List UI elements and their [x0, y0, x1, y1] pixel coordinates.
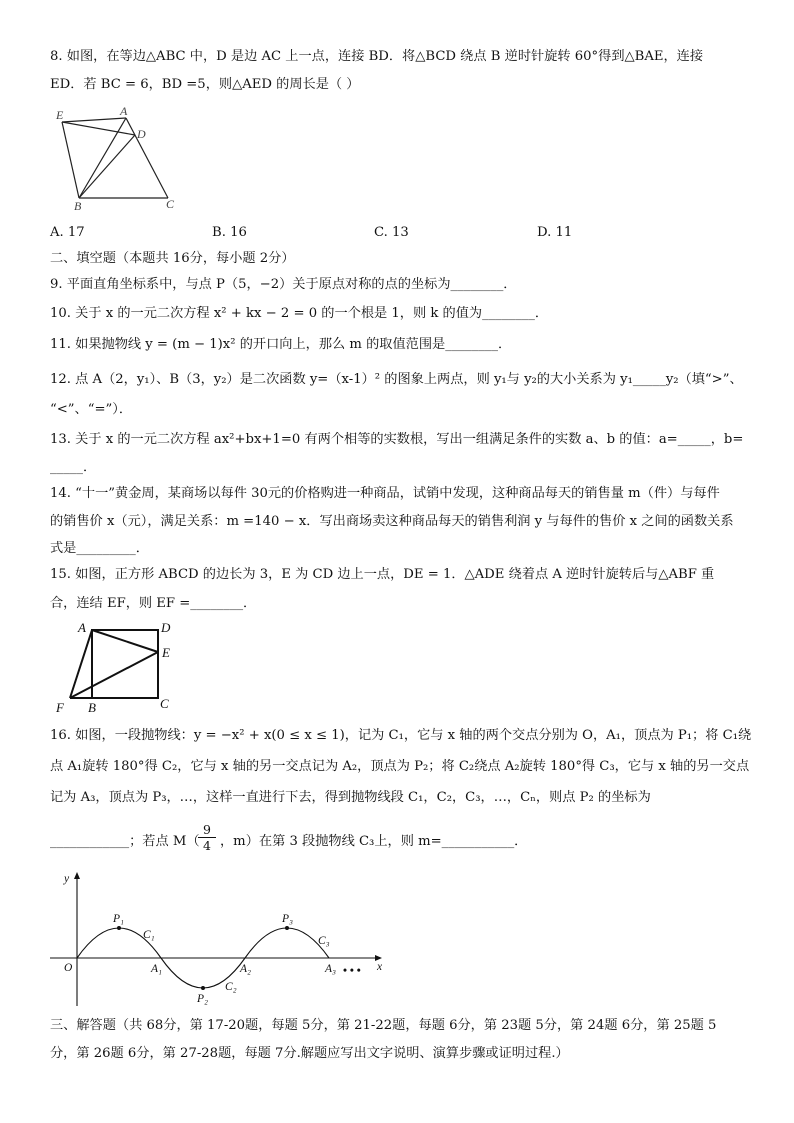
q16-line1: 16. 如图，一段抛物线：y = −x² + x(0 ≤ x ≤ 1)，记为 C₁，它与 x 轴的两个交点分别为 O，A₁，顶点为 P₁；将 C₁绕 — [50, 728, 752, 743]
q15-label-C: C — [160, 696, 169, 711]
q15-line1: 15. 如图，正方形 ABCD 的边长为 3，E 为 CD 边上一点，DE = 1．△ADE 绕着点 A 逆时针旋转后与△ABF 重 — [50, 567, 715, 582]
q8-option-b: B. 16 — [212, 225, 247, 240]
q8-label-E: E — [56, 108, 64, 122]
q16-label-A2: A₂ — [240, 963, 252, 975]
q16-label-x: x — [377, 961, 383, 973]
q16-label-y: y — [64, 873, 70, 885]
q8-edge-BD — [79, 135, 135, 198]
q8-line2: ED．若 BC = 6，BD =5，则△AED 的周长是（ ） — [50, 77, 360, 92]
q16-ellipsis: • • • — [343, 965, 361, 977]
q8-label-B: B — [74, 199, 82, 213]
q15-label-E: E — [162, 645, 170, 660]
q9: 9. 平面直角坐标系中，与点 P（5，−2）关于原点对称的点的坐标为________． — [50, 277, 517, 292]
q8-option-d: D. 11 — [537, 225, 573, 240]
q8-option-c: C. 13 — [374, 225, 409, 240]
q10: 10. 关于 x 的一元二次方程 x² + kx − 2 = 0 的一个根是 1，则 k 的值为________． — [50, 306, 549, 321]
q16-label-P2: P₂ — [197, 993, 209, 1005]
q8-label-C: C — [166, 197, 175, 211]
q14-line1: 14. “十一”黄金周，某商场以每件 30元的价格购进一种商品，试销中发现，这种商品每天的销售量 m（件）与每件 — [50, 486, 720, 501]
q13-line2: _____． — [50, 460, 97, 475]
q16-line3: 记为 A₃，顶点为 P₃，…，这样一直进行下去，得到抛物线段 C₁，C₂，C₃，…，Cₙ，则点 P₂ 的坐标为 — [50, 790, 651, 805]
section3-line2: 分，第 26题 6分，第 27-28题，每题 7分.解题应写出文字说明、演算步骤或证明过程.） — [50, 1046, 569, 1061]
q16-fraction — [198, 822, 216, 853]
q16-fraction-denominator: 4 — [203, 838, 211, 853]
q16-label-C1: C₁ — [143, 929, 155, 941]
q16-point-P2 — [201, 986, 205, 990]
q16-fraction-numerator: 9 — [198, 822, 216, 838]
q8-label-D: D — [137, 127, 146, 141]
q16-line4b: ，m）在第 3 段抛物线 C₃上，则 m=___________． — [220, 834, 528, 849]
q16-curve-C3 — [245, 928, 329, 958]
q16-label-O: O — [64, 962, 73, 974]
q8-edge-AC — [126, 118, 168, 198]
q8-line1: 8. 如图，在等边△ABC 中，D 是边 AC 上一点，连接 BD．将△BCD 绕点 B 逆时针旋转 60°得到△BAE，连接 — [50, 49, 704, 64]
q14-line2: 的销售价 x（元），满足关系：m =140 − x．写出商场卖这种商品每天的销售利润 y 与每件的售价 x 之间的函数关系 — [50, 514, 734, 529]
q15-figure — [50, 618, 190, 718]
q8-edge-AB — [79, 118, 126, 198]
q16-label-C2: C₂ — [225, 981, 237, 993]
q12-line1: 12. 点 A（2，y₁）、B（3，y₂）是二次函数 y=（x-1）² 的图象上两点，则 y₁与 y₂的大小关系为 y₁_____y₂（填“>”、 — [50, 372, 743, 387]
q15-label-F: F — [56, 700, 64, 715]
section3-line1: 三、解答题（共 68分，第 17-20题，每题 5分，第 21-22题，每题 6分，第 23题 5分，第 24题 6分，第 25题 5 — [50, 1018, 717, 1033]
q15-label-B: B — [88, 700, 96, 715]
section2-heading: 二、填空题（本题共 16分，每小题 2分） — [50, 251, 295, 266]
q8-option-a: A. 17 — [50, 225, 85, 240]
q16-label-A3: A₃ — [325, 963, 337, 975]
q8-figure — [50, 104, 190, 214]
q15-line2: 合，连结 EF，则 EF =________． — [50, 596, 257, 611]
q16-line2: 点 A₁旋转 180°得 C₂，它与 x 轴的另一交点记为 A₂，顶点为 P₂；将 C₂绕点 A₂旋转 180°得 C₃，它与 x 轴的另一交点 — [50, 759, 750, 774]
q16-label-C3: C₃ — [318, 935, 330, 947]
q8-edge-EB — [62, 122, 79, 198]
q16-label-P3: P₃ — [282, 913, 294, 925]
q14-line3: 式是_________． — [50, 541, 149, 556]
q16-label-A1: A₁ — [151, 963, 163, 975]
q12-line2: “<”、“=”）． — [50, 402, 133, 417]
q16-point-P1 — [117, 926, 121, 930]
q16-point-P3 — [285, 926, 289, 930]
q15-edge-AE — [92, 630, 158, 652]
q11: 11. 如果抛物线 y = (m − 1)x² 的开口向上，那么 m 的取值范围是________． — [50, 337, 512, 352]
q15-label-D: D — [161, 620, 171, 635]
q15-label-A: A — [78, 620, 86, 635]
q16-graph — [50, 868, 400, 1008]
q16-line4a: ____________；若点 M（ — [50, 834, 200, 849]
q8-edge-ED — [62, 122, 135, 135]
q16-y-arrow — [74, 872, 80, 879]
q16-label-P1: P₁ — [113, 913, 125, 925]
q8-label-A: A — [120, 104, 128, 118]
q8-edge-EA — [62, 118, 126, 122]
q13-line1: 13. 关于 x 的一元二次方程 ax²+bx+1=0 有两个相等的实数根，写出一组满足条件的实数 a、b 的值：a=_____，b= — [50, 432, 744, 447]
